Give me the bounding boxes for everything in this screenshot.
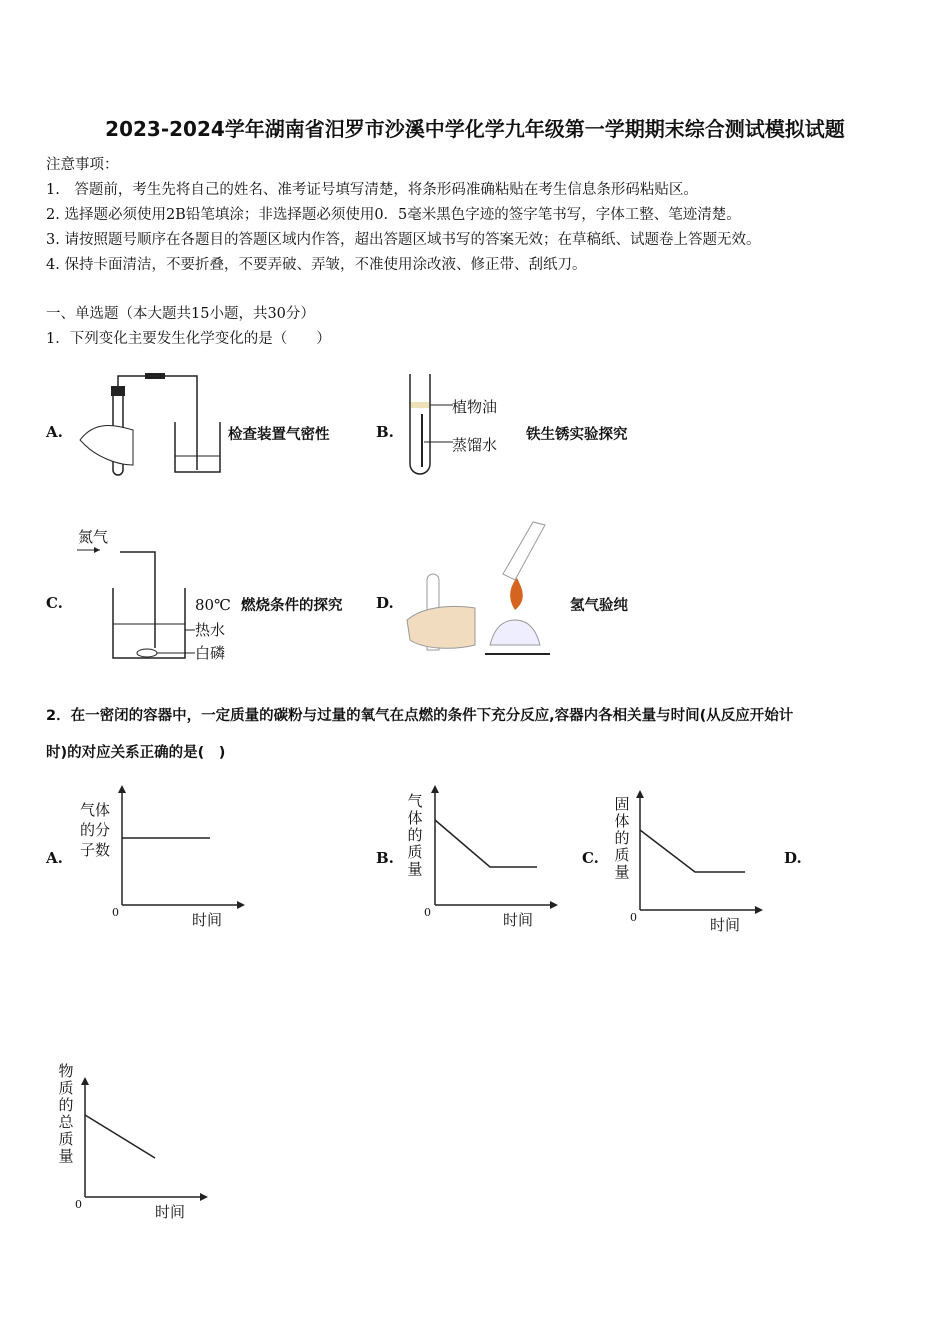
q1-option-b-caption: 铁生锈实验探究: [526, 427, 628, 443]
notice-item: 1. 答题前，考生先将自己的姓名、准考证号填写清楚，将条形码准确粘贴在考生信息条形码粘贴区。: [46, 182, 698, 198]
label-vegetable-oil: 植物油: [452, 398, 498, 416]
q1-option-a-letter[interactable]: A.: [46, 423, 63, 441]
graph-b-ylabel: 气体的质量: [407, 792, 423, 878]
hydrogen-test-figure: [405, 520, 560, 660]
q1-option-d-letter[interactable]: D.: [376, 594, 394, 612]
q2-option-c-letter[interactable]: C.: [582, 849, 599, 867]
q2-option-b-letter[interactable]: B.: [376, 849, 394, 867]
label-white-phosphorus: 白磷: [195, 644, 226, 662]
section-heading: 一、单选题（本大题共15小题，共30分）: [46, 306, 315, 322]
q1-option-b-letter[interactable]: B.: [376, 423, 394, 441]
notice-item: 4. 保持卡面清洁，不要折叠，不要弄破、弄皱，不准使用涂改液、修正带、刮纸刀。: [46, 257, 587, 273]
graph-b-line: [435, 820, 537, 867]
graph-a-xlabel: 时间: [192, 911, 223, 929]
page-title: 2023-2024学年湖南省汨罗市沙溪中学化学九年级第一学期期末综合测试模拟试题: [105, 117, 845, 141]
graph-c-line: [640, 830, 745, 872]
q1-option-c-letter[interactable]: C.: [46, 594, 63, 612]
graph-a-origin: 0: [112, 906, 119, 919]
label-nitrogen: 氮气: [78, 528, 109, 546]
question-2-stem-line1: 2．在一密闭的容器中，一定质量的碳粉与过量的氧气在点燃的条件下充分反应,容器内各相关量与时间(从反应开始计: [46, 708, 794, 724]
graph-c-ylabel: 固体的质量: [614, 795, 630, 881]
graph-d-line: [85, 1115, 155, 1158]
q1-option-a-caption: 检查装置气密性: [228, 427, 330, 443]
graph-b-axes: [423, 780, 563, 920]
q2-option-a-letter[interactable]: A.: [46, 849, 63, 867]
q1-option-c-caption: 燃烧条件的探究: [241, 598, 343, 614]
airtightness-apparatus-figure: [75, 370, 225, 480]
graph-c-xlabel: 时间: [710, 916, 741, 934]
q1-option-d-caption: 氢气验纯: [570, 598, 628, 614]
combustion-beaker-figure: [75, 540, 195, 665]
graph-b-xlabel: 时间: [503, 911, 534, 929]
label-80c: 80℃: [195, 596, 231, 614]
graph-c-axes: [628, 785, 768, 925]
question-1-stem: 1．下列变化主要发生化学变化的是（ ）: [46, 331, 331, 347]
notice-heading: 注意事项：: [46, 157, 119, 173]
graph-c-origin: 0: [630, 911, 637, 924]
iron-rust-tube-figure: [408, 372, 448, 477]
graph-d-xlabel: 时间: [155, 1203, 186, 1221]
question-2-stem-line2: 时)的对应关系正确的是( ): [46, 745, 226, 761]
graph-d-origin: 0: [75, 1198, 82, 1211]
q2-option-d-letter[interactable]: D.: [784, 849, 802, 867]
graph-b-origin: 0: [424, 906, 431, 919]
graph-d-ylabel: 物质的总质量: [58, 1062, 74, 1165]
notice-item: 2. 选择题必须使用2B铅笔填涂；非选择题必须使用0．5毫米黑色字迹的签字笔书写，字体工整、笔迹清楚。: [46, 207, 741, 223]
graph-d-axes: [73, 1072, 213, 1212]
notice-item: 3. 请按照题号顺序在各题目的答题区域内作答，超出答题区域书写的答案无效；在草稿纸、试题卷上答题无效。: [46, 232, 761, 248]
label-hot-water: 热水: [195, 621, 226, 639]
label-distilled-water: 蒸馏水: [452, 436, 498, 454]
graph-a-ylabel: 气体的分子数: [80, 801, 111, 859]
graph-a-axes: [110, 780, 250, 920]
